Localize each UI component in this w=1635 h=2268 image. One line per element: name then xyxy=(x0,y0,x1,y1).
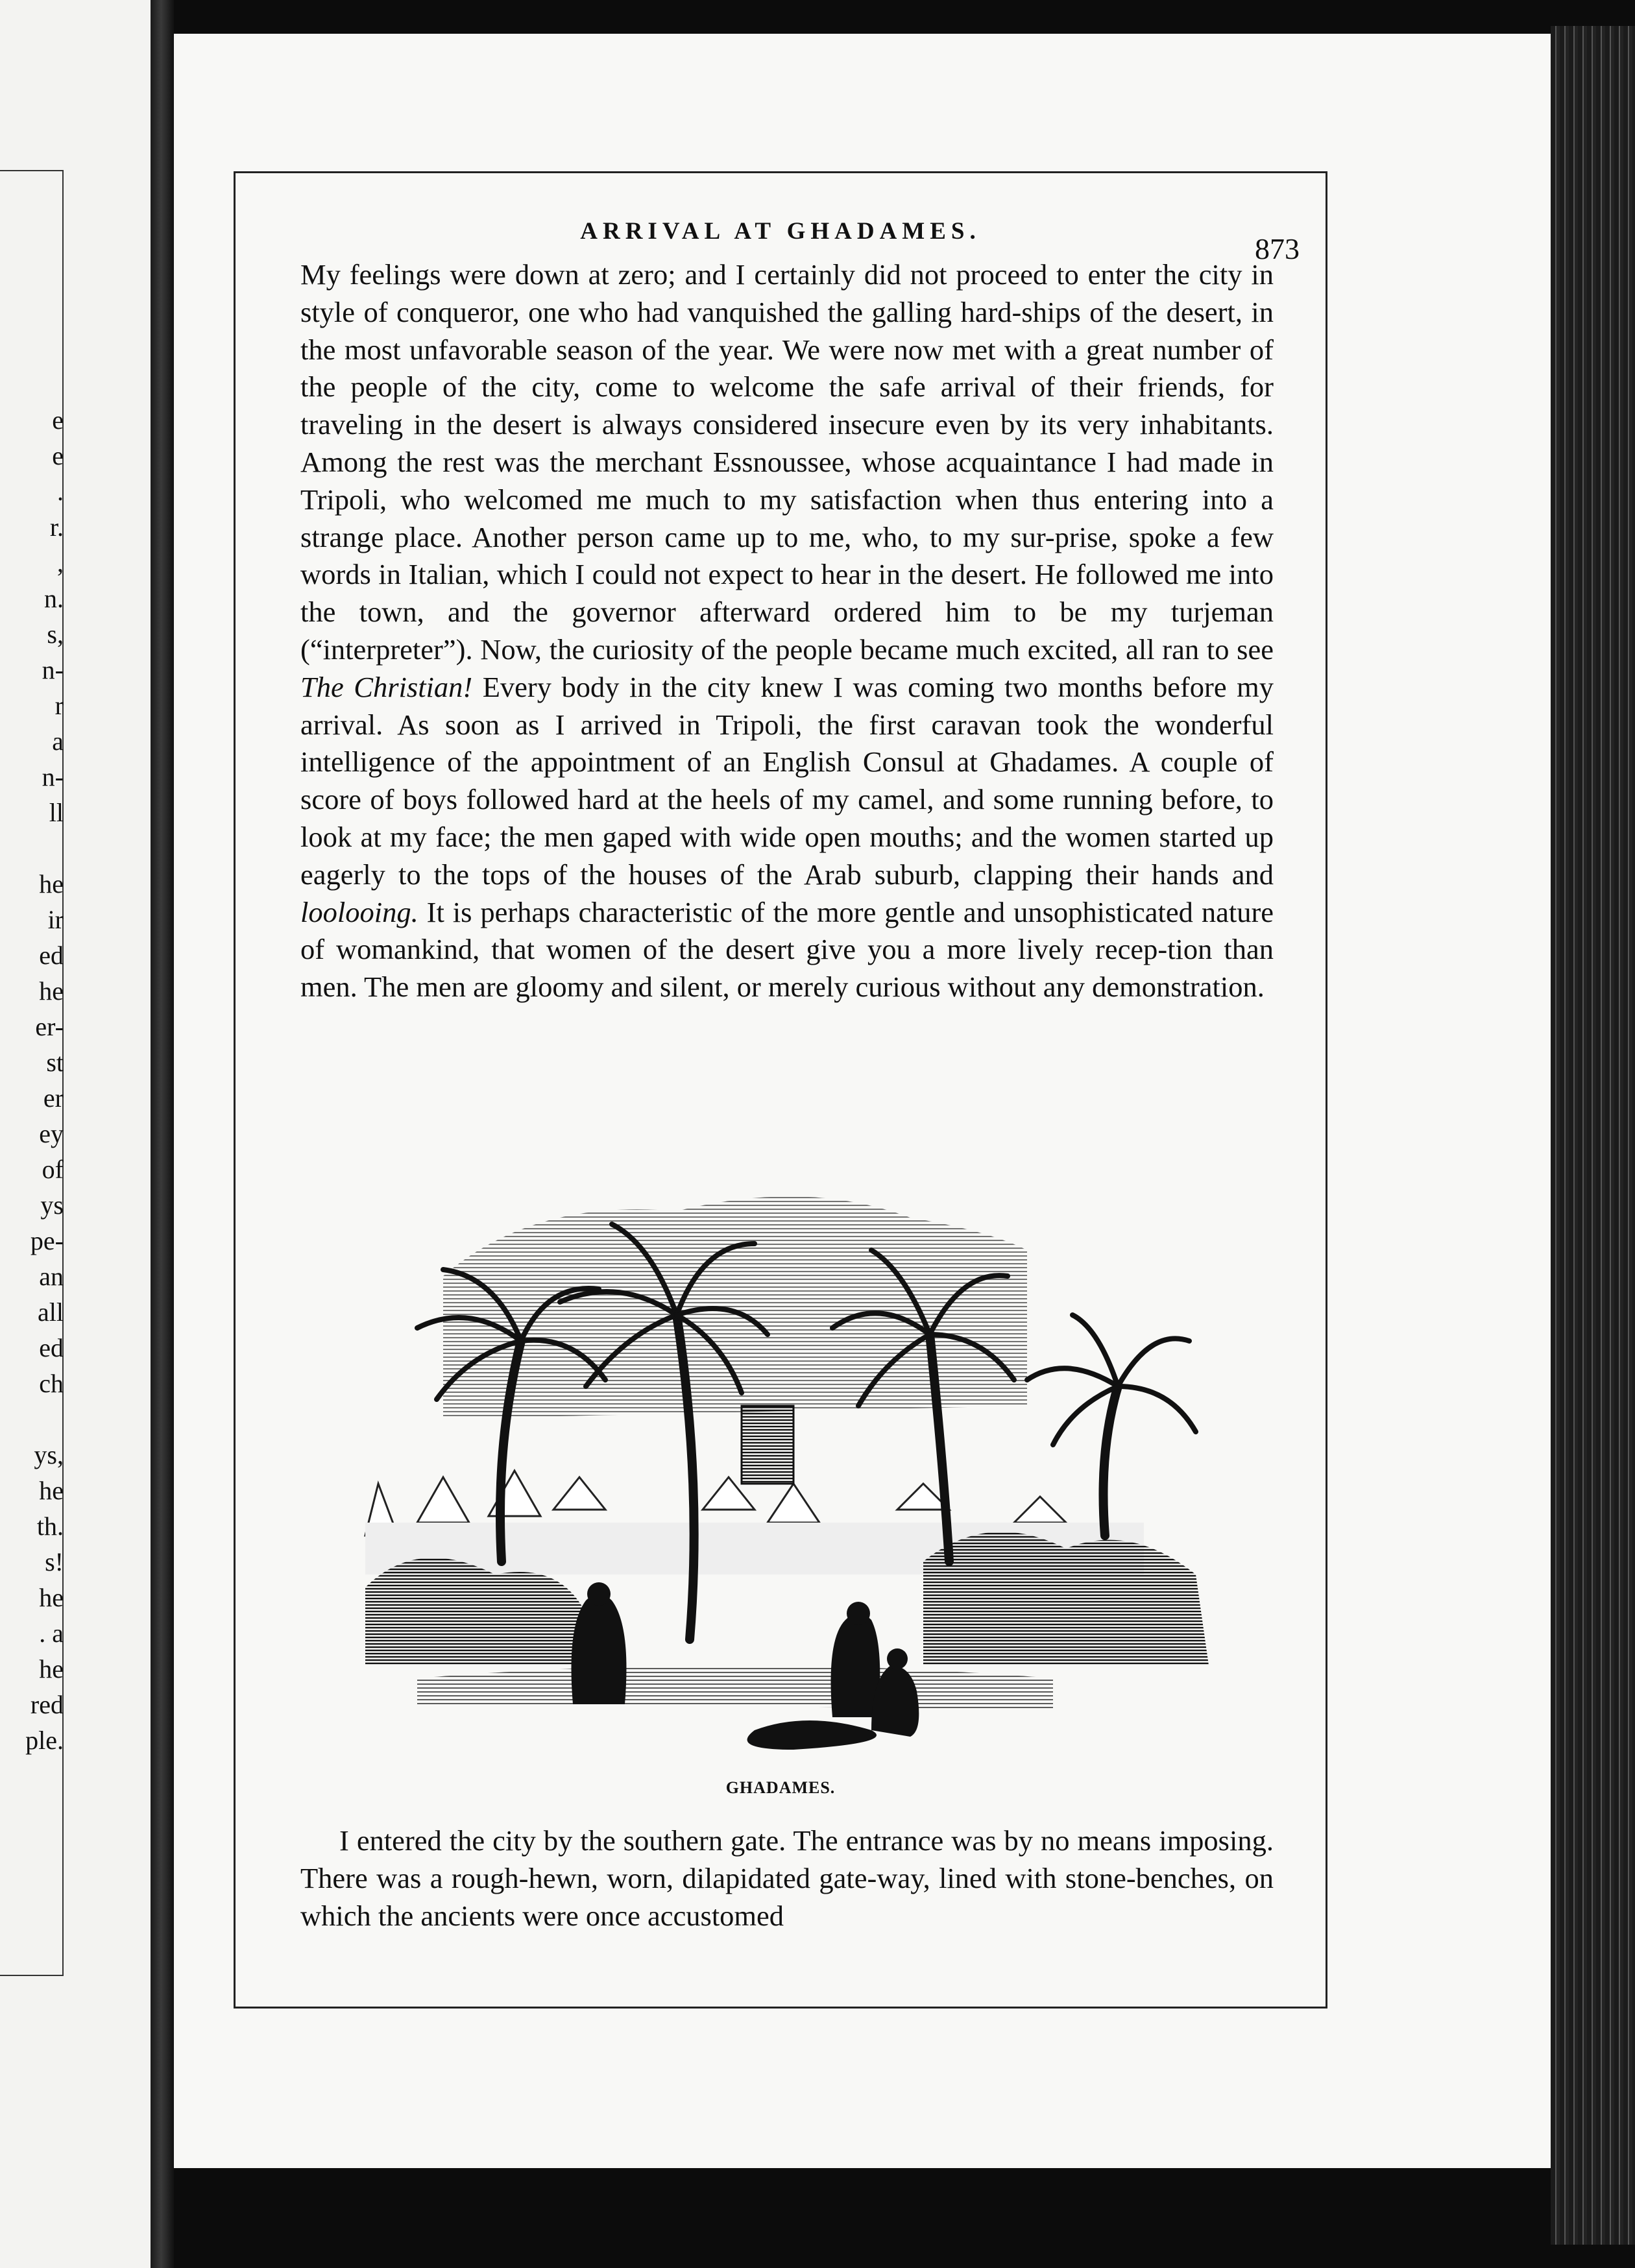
para1-italic-christian: The Christian! xyxy=(300,670,473,703)
engraving-ground xyxy=(417,1665,1053,1711)
left-page-fragment: s! xyxy=(45,1547,64,1576)
left-page-fragment: ch xyxy=(39,1369,64,1398)
left-page-fragment: he xyxy=(39,1654,64,1683)
left-page-fragment: . a xyxy=(39,1619,64,1648)
left-page-fragment: e xyxy=(52,441,64,470)
ghadames-engraving-illustration xyxy=(339,1172,1274,1756)
left-page-fragment: s, xyxy=(47,620,64,649)
left-page-fragment: all xyxy=(38,1297,64,1327)
left-page-fragment: n- xyxy=(42,655,64,684)
engraving-tower xyxy=(742,1406,793,1484)
illustration-caption: GHADAMES. xyxy=(725,1778,836,1797)
left-page-fragment: , xyxy=(57,548,64,577)
left-page-fragment xyxy=(12,259,64,295)
para1-text-c: It is perhaps characteristic of the more gentle and unsophisticated nature of womankind, that women of the desert give you a more lively recep-tion than men. The men are gloomy and silent, or merely curious without any demonstration. xyxy=(300,895,1274,1004)
left-page-text-fragments xyxy=(12,259,64,1758)
book-page-edges xyxy=(1551,26,1635,2245)
left-page-fragment: e xyxy=(52,405,64,435)
left-page-fragment: ey xyxy=(39,1119,64,1148)
left-page-fragment: er xyxy=(43,1083,64,1113)
running-head: ARRIVAL AT GHADAMES. xyxy=(580,218,981,245)
left-page-fragment: he xyxy=(39,1476,64,1505)
left-page-fragment xyxy=(12,1401,64,1437)
para1-italic-loolooing: loolooing. xyxy=(300,895,418,928)
left-page-fragment xyxy=(12,331,64,367)
left-page-fragment: ll xyxy=(49,798,64,827)
left-page-fragment: ple. xyxy=(25,1726,64,1755)
left-page-fragment: er- xyxy=(35,1012,64,1041)
body-paragraph-1 xyxy=(300,256,1274,1006)
left-page-fragment: he xyxy=(39,976,64,1006)
left-page-fragment: an xyxy=(39,1262,64,1291)
left-page-fragment: r xyxy=(54,691,64,720)
left-page-fragment: of xyxy=(42,1155,64,1184)
left-page-fragment: ed xyxy=(39,1333,64,1362)
left-page-fragment: th. xyxy=(36,1512,64,1541)
left-page-fragment: r. xyxy=(49,513,64,542)
left-page-fragment: a xyxy=(52,727,64,756)
para1-text-a: My feelings were down at zero; and I certainly did not proceed to enter the city in style of conqueror, one who had vanquished the galling hard-ships of the desert, in the most unfavorable season of the year. We were now met with a great number of the people of the city, come to welcome the safe arrival of their friends, for traveling in the desert is always considered insecure even by its very inhabitants. Among the rest was the merchant Essnoussee, whose acquaintance I had made in Tripoli, who welcomed me much to my satisfaction when thus entering into a strange place. Another person came up to me, who, to my sur-prise, spoke a few words in Italian, which I could not expect to hear in the desert. He followed me into the town, and the governor afterward ordered him to be my turjeman (“interpreter”). Now, the curiosity of the people became much excited, all ran to see xyxy=(300,258,1274,666)
left-page-fragment: pe- xyxy=(30,1226,64,1255)
page-number: 873 xyxy=(1255,232,1300,265)
page-frame xyxy=(234,171,1327,2009)
left-page-fragment xyxy=(12,295,64,331)
left-page-fragment xyxy=(12,830,64,866)
left-page-fragment: ys, xyxy=(34,1440,64,1469)
left-page-fragment: ed xyxy=(39,941,64,970)
left-page-fragment: st xyxy=(46,1048,64,1077)
left-page-edge xyxy=(0,0,151,2268)
left-page-fragment: . xyxy=(57,477,64,506)
left-page-fragment: n- xyxy=(42,762,64,791)
left-page-fragment: red xyxy=(30,1690,64,1719)
para1-text-b: Every body in the city knew I was coming two months before my arrival. As soon as I arrived in Tripoli, the first caravan took the wonderful intelligence of the appointment of an English Consul at Ghadames. A couple of score of boys followed hard at the heels of my camel, and some running before, to look at my face; the men gaped with wide open mouths; and the women started up eagerly to the tops of the houses of the Arab suburb, clapping their hands and xyxy=(300,670,1274,891)
body-paragraph-2: I entered the city by the southern gate. The entrance was by no means imposing. There was a rough-hewn, worn, dilapidated gate-way, lined with stone-benches, on which the ancients were once accustomed xyxy=(300,1824,1274,1932)
left-page-fragment: he xyxy=(39,1583,64,1612)
engraving-right-shrubs xyxy=(923,1532,1209,1665)
left-page-fragment: n. xyxy=(44,584,64,613)
book-gutter xyxy=(151,0,174,2268)
left-page-fragment: he xyxy=(39,869,64,899)
left-page-fragment: ir xyxy=(47,905,64,934)
left-page-fragment xyxy=(12,367,64,402)
left-page-fragment: ys xyxy=(40,1190,64,1220)
